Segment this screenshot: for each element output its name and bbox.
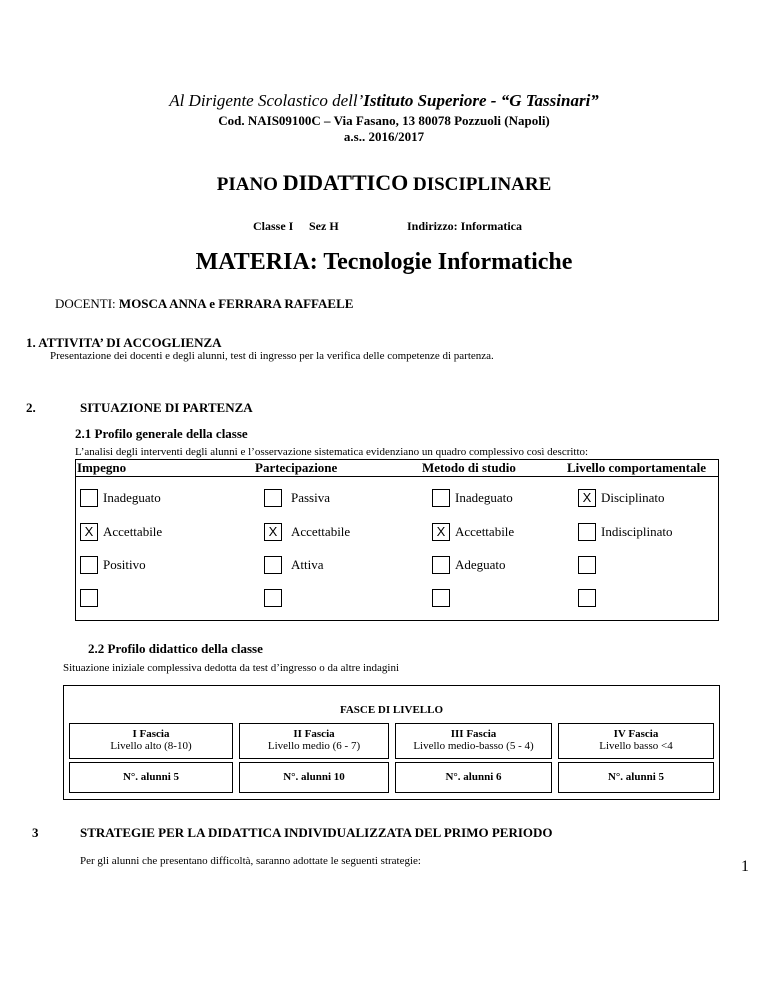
option-label: Passiva (291, 490, 330, 505)
teachers-label: DOCENTI: (55, 296, 119, 311)
class-label: Classe I (253, 219, 294, 233)
level-count-3: N°. alunni 6 (395, 762, 552, 793)
section1-text: Presentazione dei docenti e degli alunni, test di ingresso per la verifica delle competenze di partenza. (50, 350, 494, 362)
section2-title: SITUAZIONE DI PARTENZA (80, 400, 253, 415)
option-label: Inadeguato (103, 490, 161, 505)
checkbox-partecipazione-passiva[interactable] (264, 489, 282, 507)
checkbox-impegno-accettabile[interactable]: X (80, 523, 98, 541)
checkbox-metodo-blank[interactable] (432, 589, 450, 607)
level-name: II Fascia (293, 728, 335, 740)
checkbox-livello-blank2[interactable] (578, 589, 596, 607)
level-name: I Fascia (132, 728, 170, 740)
section-label: Sez H (309, 219, 339, 233)
section1-title: 1. ATTIVITA’ DI ACCOGLIENZA (26, 335, 222, 350)
column-header-impegno: Impegno (77, 460, 127, 475)
class-profile-table (75, 459, 719, 621)
checkbox-partecipazione-attiva[interactable] (264, 556, 282, 574)
addressee-prefix: Al Dirigente Scolastico dell’ (169, 91, 364, 110)
teachers-line (55, 296, 353, 312)
option-label: Adeguato (455, 557, 506, 572)
subsection-2-1-title: 2.1 Profilo generale della classe (75, 426, 248, 441)
level-range: Livello medio-basso (5 - 4) (413, 740, 534, 752)
subject-title: MATERIA: Tecnologie Informatiche (195, 249, 573, 275)
teachers-names: MOSCA ANNA e FERRARA RAFFAELE (118, 296, 354, 311)
addressee-line (0, 91, 768, 111)
option-label: Accettabile (291, 524, 351, 539)
option-label: Accettabile (103, 524, 163, 539)
page-number: 1 (741, 858, 749, 875)
checkbox-livello-blank1[interactable] (578, 556, 596, 574)
section3-number: 3 (32, 825, 39, 840)
option-label: Indisciplinato (601, 524, 673, 539)
level-cell-4 (558, 723, 714, 759)
school-name: Istituto Superiore - “G Tassinari” (363, 91, 599, 110)
level-range: Livello basso <4 (599, 740, 673, 752)
option-label: Inadeguato (455, 490, 513, 505)
column-header-metodo: Metodo di studio (422, 460, 516, 475)
level-cell-1 (69, 723, 233, 759)
column-header-livello: Livello comportamentale (567, 460, 706, 475)
section2-number: 2. (26, 400, 36, 415)
level-cell-2 (239, 723, 389, 759)
section3-title: STRATEGIE PER LA DIDATTICA INDIVIDUALIZZATA DEL PRIMO PERIODO (80, 825, 553, 840)
checkbox-livello-disciplinato[interactable]: X (578, 489, 596, 507)
level-range: Livello medio (6 - 7) (267, 740, 361, 752)
column-header-partecipazione: Partecipazione (255, 460, 338, 475)
level-name: III Fascia (450, 728, 497, 740)
option-label: Disciplinato (601, 490, 665, 505)
level-count-2: N°. alunni 10 (239, 762, 389, 793)
subsection-2-1-text: L’analisi degli interventi degli alunni e l’osservazione sistematica evidenziano un quadro complessivo così descritto: (75, 446, 589, 458)
checkbox-livello-indisciplinato[interactable] (578, 523, 596, 541)
level-count-4: N°. alunni 5 (558, 762, 714, 793)
option-label: Positivo (103, 557, 146, 572)
checkbox-partecipazione-accettabile[interactable]: X (264, 523, 282, 541)
level-name: IV Fascia (613, 728, 659, 740)
plan-title-part3: DISCIPLINARE (408, 174, 552, 195)
school-year: a.s.. 2016/2017 (343, 129, 425, 144)
checkbox-impegno-inadeguato[interactable] (80, 489, 98, 507)
checkbox-metodo-adeguato[interactable] (432, 556, 450, 574)
levels-table-title: FASCE DI LIVELLO (339, 704, 444, 716)
checkbox-partecipazione-blank[interactable] (264, 589, 282, 607)
subsection-2-2-title: 2.2 Profilo didattico della classe (88, 641, 263, 656)
level-cell-3 (395, 723, 552, 759)
section3-text: Per gli alunni che presentano difficoltà, saranno adottate le seguenti strategie: (80, 855, 421, 867)
checkbox-impegno-blank[interactable] (80, 589, 98, 607)
plan-title (0, 170, 768, 196)
address-label: Indirizzo: Informatica (407, 219, 522, 233)
option-label: Accettabile (455, 524, 515, 539)
table-header-divider (75, 476, 719, 477)
plan-title-part2: DIDATTICO (282, 170, 409, 195)
checkbox-impegno-positivo[interactable] (80, 556, 98, 574)
checkbox-metodo-accettabile[interactable]: X (432, 523, 450, 541)
subsection-2-2-text: Situazione iniziale complessiva dedotta da test d’ingresso o da altre indagini (63, 662, 400, 674)
school-code-line: Cod. NAIS09100C – Via Fasano, 13 80078 Pozzuoli (Napoli) (218, 113, 550, 128)
level-range: Livello alto (8-10) (110, 740, 192, 752)
level-count-1: N°. alunni 5 (69, 762, 233, 793)
checkbox-metodo-inadeguato[interactable] (432, 489, 450, 507)
plan-title-part1: PIANO (216, 174, 283, 195)
option-label: Attiva (291, 557, 324, 572)
